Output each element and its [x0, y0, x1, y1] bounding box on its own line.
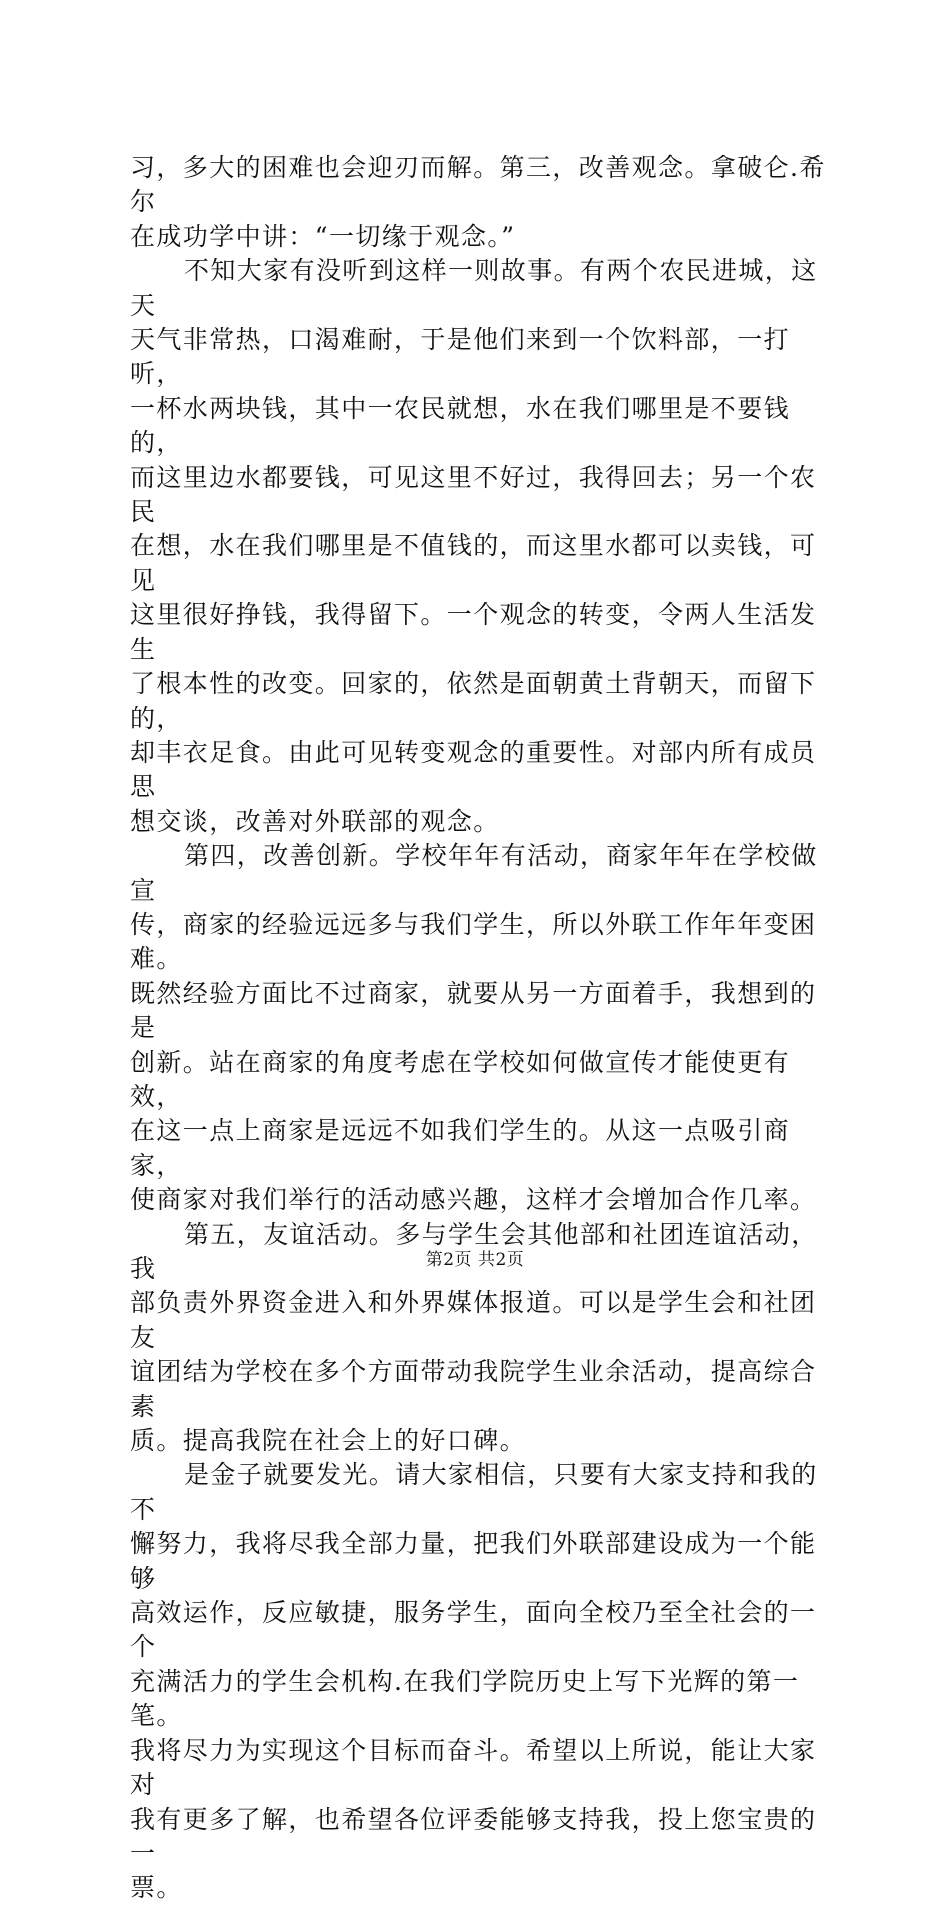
- text-line: 充满活力的学生会机构.在我们学院历史上写下光辉的第一笔。: [130, 1666, 800, 1731]
- text-line: 在想，水在我们哪里是不值钱的，而这里水都可以卖钱，可见: [130, 531, 817, 595]
- paragraph: [130, 1458, 830, 1905]
- text-line: 既然经验方面比不过商家，就要从另一方面着手，我想到的是: [130, 978, 817, 1043]
- paragraph: [130, 254, 830, 839]
- text-line: 在成功学中讲：“一切缘于观念。”: [130, 221, 516, 251]
- text-line: 我有更多了解，也希望各位评委能够支持我，投上您宝贵的一: [130, 1804, 817, 1868]
- text-line: 票。: [130, 1873, 183, 1903]
- paragraph: [130, 151, 830, 254]
- text-line: 高效运作，反应敏捷，服务学生，面向全校乃至全社会的一个: [130, 1598, 817, 1662]
- text-line: 使商家对我们举行的活动感兴趣，这样才会增加合作几率。: [130, 1185, 817, 1215]
- text-line: 传，商家的经验远远多与我们学生，所以外联工作年年变困难。: [130, 909, 817, 974]
- text-line: 却丰衣足食。由此可见转变观念的重要性。对部内所有成员思: [130, 737, 817, 802]
- paragraph: [130, 839, 830, 1217]
- text-line: 天气非常热，口渴难耐，于是他们来到一个饮料部，一打听，: [130, 325, 791, 389]
- text-line: 创新。站在商家的角度考虑在学校如何做宣传才能使更有效，: [130, 1047, 791, 1111]
- text-line: 我将尽力为实现这个目标而奋斗。希望以上所说，能让大家对: [130, 1735, 817, 1800]
- text-line: 这里很好挣钱，我得留下。一个观念的转变，令两人生活发生: [130, 600, 817, 664]
- text-line: 想交谈，改善对外联部的观念。: [130, 806, 500, 836]
- text-line: 一杯水两块钱，其中一农民就想，水在我们哪里是不要钱的，: [130, 393, 791, 458]
- text-line: 懈努力，我将尽我全部力量，把我们外联部建设成为一个能够: [130, 1529, 817, 1593]
- text-line: 不知大家有没听到这样一则故事。有两个农民进城，这天: [130, 256, 818, 320]
- text-line: 质。提高我院在社会上的好口碑。: [130, 1426, 527, 1456]
- page-footer: 第2页 共2页: [425, 1250, 525, 1270]
- text-line: 第五，友谊活动。多与学生会其他部和社团连谊活动，我: [130, 1219, 818, 1283]
- text-line: 是金子就要发光。请大家相信，只要有大家支持和我的不: [130, 1460, 818, 1524]
- document-body: [130, 151, 830, 1906]
- text-line: 第四，改善创新。学校年年有活动，商家年年在学校做宣: [130, 841, 818, 905]
- text-line: 了根本性的改变。回家的，依然是面朝黄土背朝天，而留下的，: [130, 669, 817, 733]
- text-line: 在这一点上商家是远远不如我们学生的。从这一点吸引商家，: [130, 1116, 791, 1180]
- text-line: 谊团结为学校在多个方面带动我院学生业余活动，提高综合素: [130, 1357, 817, 1421]
- text-line: 部负责外界资金进入和外界媒体报道。可以是学生会和社团友: [130, 1288, 817, 1352]
- text-line: 习，多大的困难也会迎刃而解。第三，改善观念。拿破仑.希尔: [130, 153, 826, 217]
- text-line: 而这里边水都要钱，可见这里不好过，我得回去；另一个农民: [130, 462, 817, 527]
